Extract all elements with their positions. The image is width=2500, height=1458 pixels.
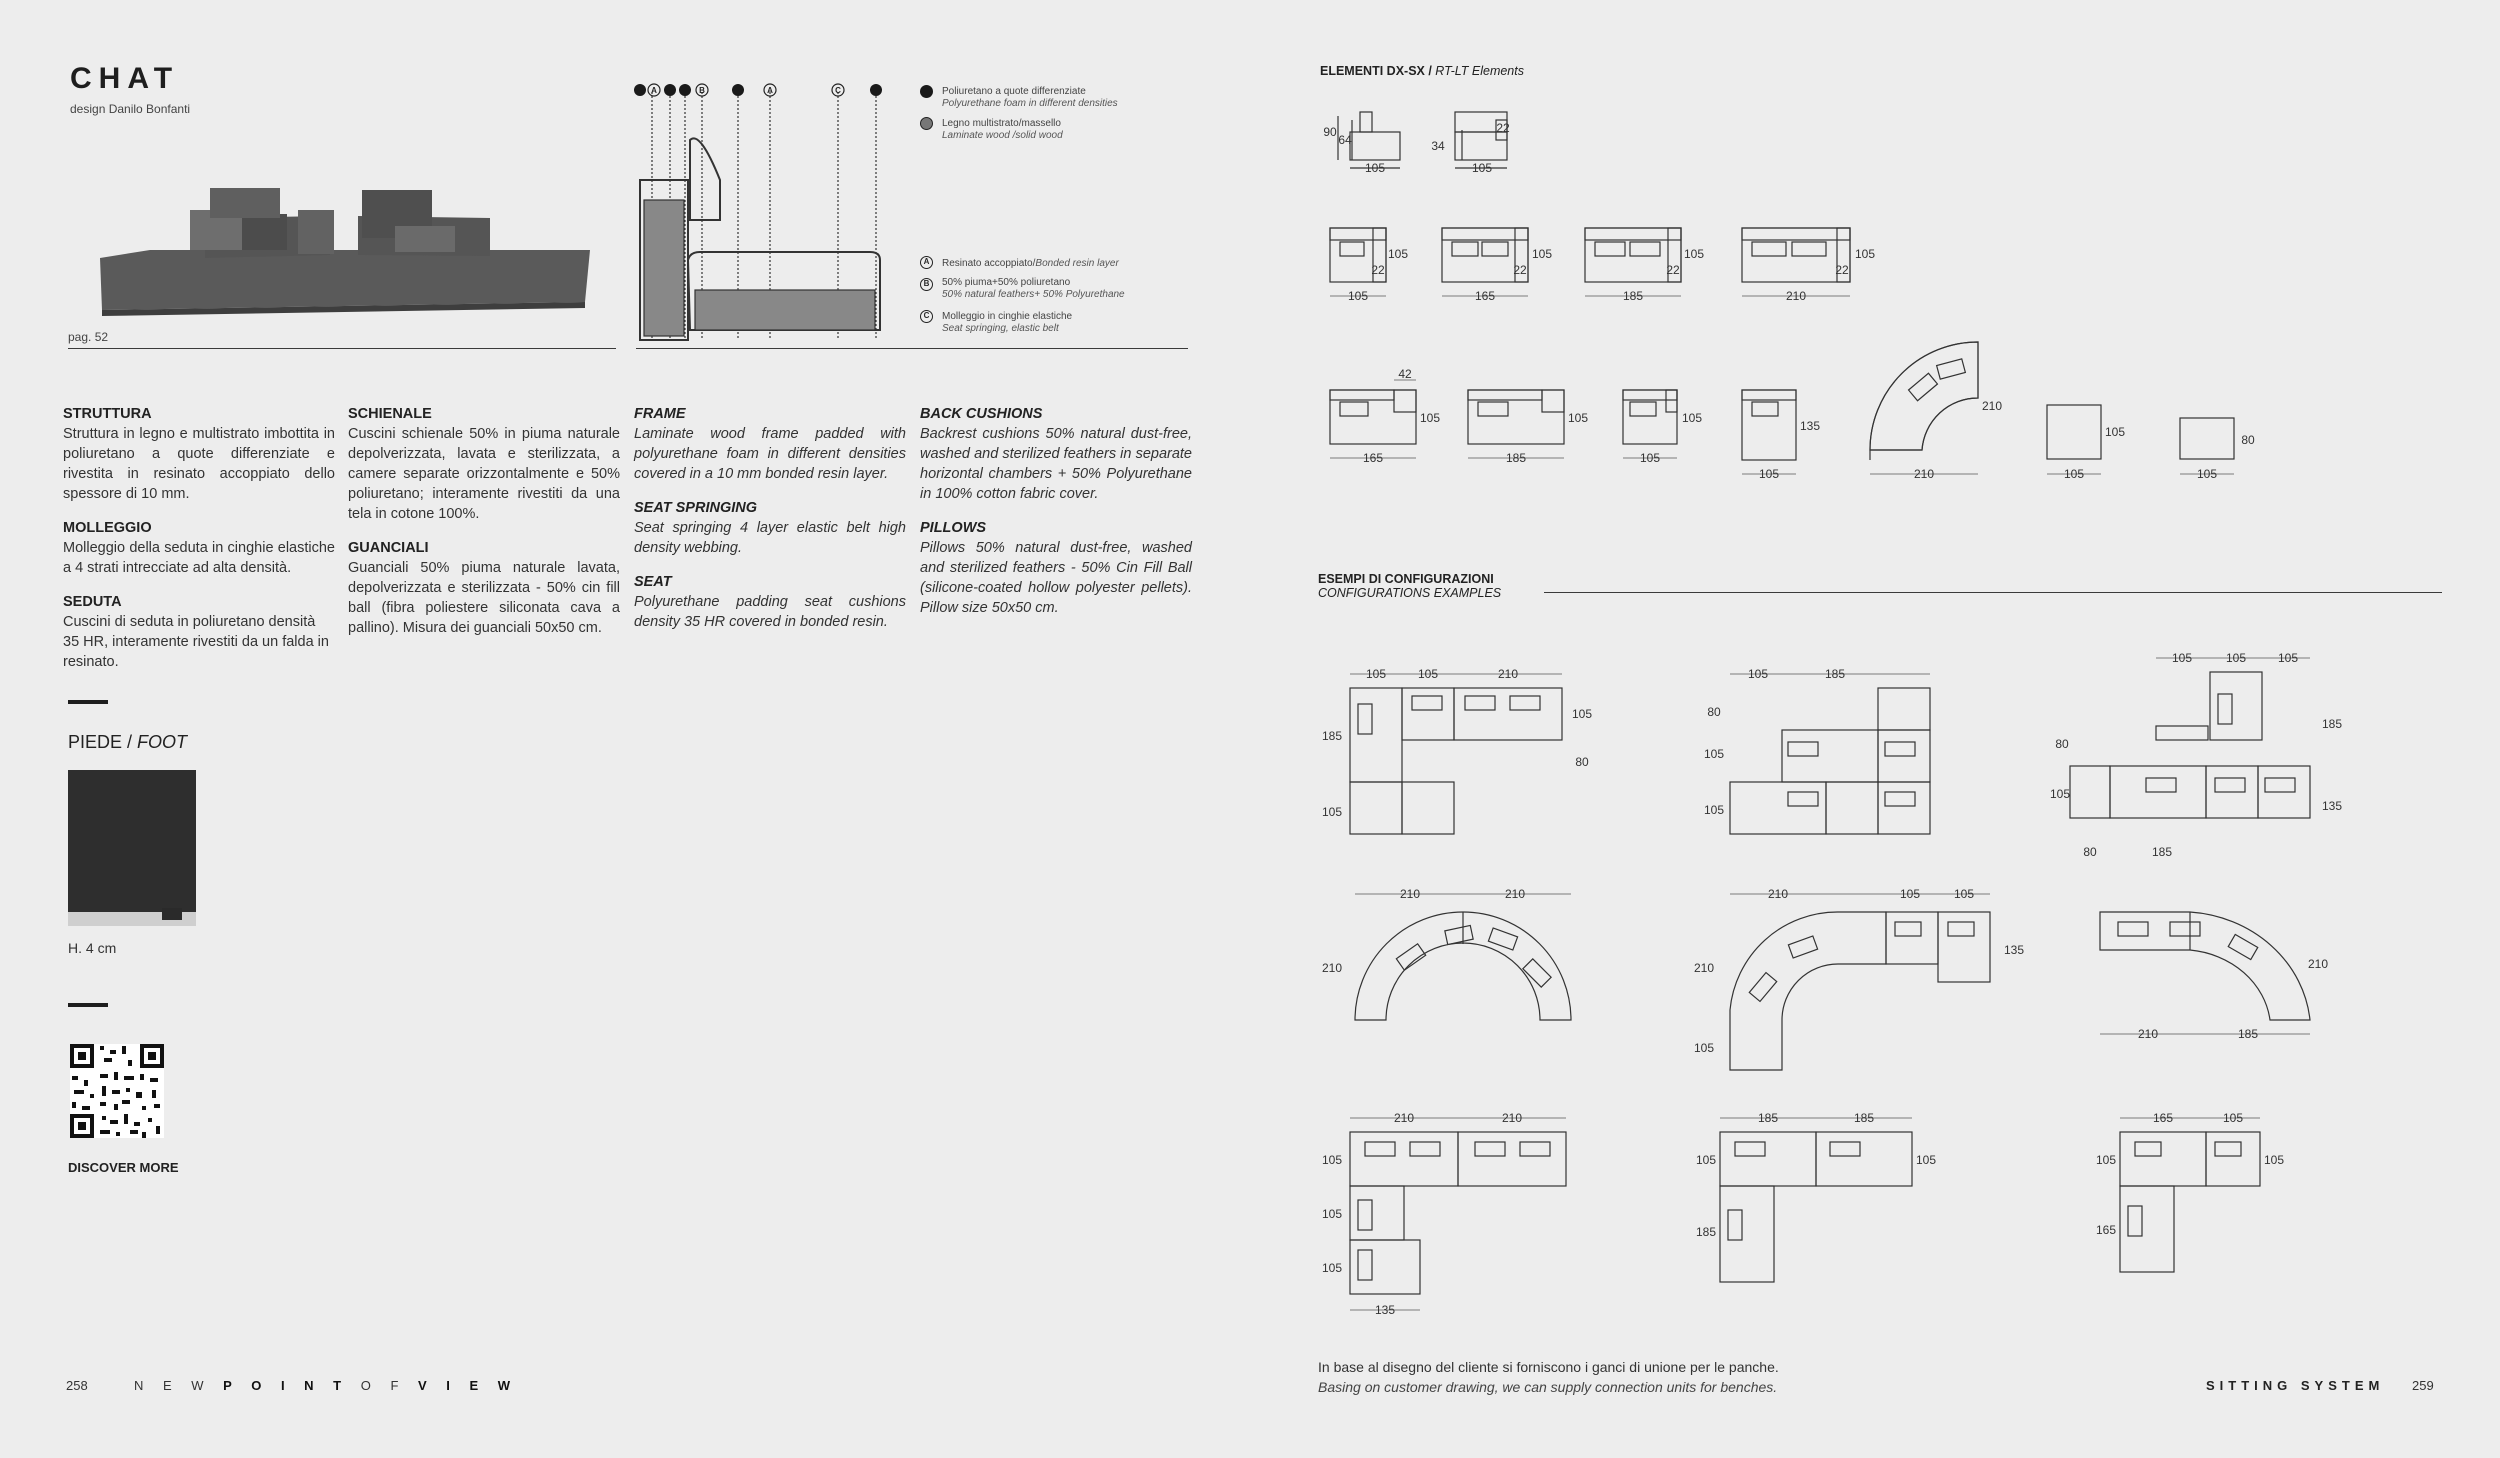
- dim-label: 90: [1323, 125, 1337, 139]
- foot-height: H. 4 cm: [68, 940, 117, 956]
- dim-label: 210: [1767, 887, 1789, 901]
- dim-label: 105: [2277, 651, 2299, 665]
- dim-label: 22: [1835, 263, 1849, 277]
- dim-label: 105: [1693, 1041, 1715, 1055]
- dim-label: 185: [1695, 1225, 1717, 1239]
- dim-label: 105: [1571, 707, 1593, 721]
- dim-label: 105: [2104, 425, 2126, 439]
- dim-label: 165: [2152, 1111, 2174, 1125]
- divider: [1544, 592, 2442, 593]
- dim-label: 210: [1497, 667, 1519, 681]
- legend-item: Resinato accoppiato/Bonded resin layer: [942, 258, 1119, 269]
- dim-label: 185: [1505, 451, 1527, 465]
- dim-label: 22: [1371, 263, 1385, 277]
- dim-label: 105: [2196, 467, 2218, 481]
- dim-label: 185: [1824, 667, 1846, 681]
- elements-drawings: [1310, 80, 2490, 500]
- dim-label: 22: [1496, 121, 1510, 135]
- dim-label: 210: [1399, 887, 1421, 901]
- dim-label: 210: [1501, 1111, 1523, 1125]
- dim-label: 165: [1474, 289, 1496, 303]
- dim-label: 210: [1504, 887, 1526, 901]
- dim-label: 105: [1321, 1207, 1343, 1221]
- dim-label: 105: [2095, 1153, 2117, 1167]
- dim-label: 210: [1981, 399, 2003, 413]
- dim-label: 165: [1362, 451, 1384, 465]
- dim-label: 105: [2063, 467, 2085, 481]
- dim-label: 34: [1431, 139, 1445, 153]
- dim-label: 135: [1374, 1303, 1396, 1317]
- dim-label: 185: [2321, 717, 2343, 731]
- dim-label: 80: [1707, 705, 1721, 719]
- dim-label: 210: [2137, 1027, 2159, 1041]
- section-mark: A: [767, 86, 773, 95]
- legend-swatch-foam: [920, 85, 933, 98]
- dim-label: 105: [1419, 411, 1441, 425]
- section-mark: C: [835, 86, 841, 95]
- legend-item: 50% piuma+50% poliuretano 50% natural feathers+ 50% Polyurethane: [942, 277, 1125, 300]
- sofa-photo: [90, 180, 600, 320]
- dim-label: 135: [2321, 799, 2343, 813]
- section-bar: [68, 1003, 108, 1007]
- page-number-left: 258: [66, 1378, 88, 1393]
- dim-label: 210: [1693, 961, 1715, 975]
- dim-label: 185: [2151, 845, 2173, 859]
- elements-title: ELEMENTI DX-SX / RT-LT Elements: [1320, 64, 1524, 78]
- dim-label: 105: [1321, 805, 1343, 819]
- foot-sample-image: [68, 770, 196, 926]
- dim-label: 105: [2049, 787, 2071, 801]
- specs-italian-col1: STRUTTURA Struttura in legno e multistrato imbottita in poliuretano a quote differenziate e rivestita in resinato accoppiato dello spessore di 10 mm. MOLLEGGIO Molleggio della seduta in cinghie elastiche a 4 strati intrecciate ad alta densità. SEDUTA Cuscini di seduta in poliuretano densità 35 HR, interamente rivestiti da un falda in resinato.: [63, 406, 335, 670]
- dim-label: 105: [2225, 651, 2247, 665]
- dim-label: 185: [1757, 1111, 1779, 1125]
- legend-letter: A: [920, 256, 933, 269]
- dim-label: 135: [1799, 419, 1821, 433]
- dim-label: 105: [1321, 1261, 1343, 1275]
- discover-more-link[interactable]: DISCOVER MORE: [68, 1160, 179, 1175]
- dim-label: 210: [2307, 957, 2329, 971]
- page-reference: pag. 52: [68, 330, 109, 344]
- dim-label: 80: [2083, 845, 2097, 859]
- dim-label: 105: [1695, 1153, 1717, 1167]
- dim-label: 105: [1321, 1153, 1343, 1167]
- dim-label: 105: [1471, 161, 1493, 175]
- dim-label: 185: [2237, 1027, 2259, 1041]
- dim-label: 105: [1681, 411, 1703, 425]
- dim-label: 185: [1622, 289, 1644, 303]
- divider: [636, 348, 1188, 349]
- specs-english-col2: BACK CUSHIONS Backrest cushions 50% natural dust-free, washed and sterilized feathers in separate horizontal chambers + 50% Polyurethane in 100% cotton fabric cover. PILLOWS Pillows 50% natural dust-free, washed and sterilized feathers - 50% Cin Fill Ball (silicone-coated hollow polyester pellets). Pillow size 50x50 cm.: [920, 406, 1192, 616]
- dim-label: 105: [1683, 247, 1705, 261]
- specs-italian-col2: SCHIENALE Cuscini schienale 50% in piuma naturale depolverizzata, lavata e sterilizzata, a camere separate orizzontalmente e 50% poliuretano; interamente rivestiti da una tela in cotone 100%. GUANCIALI Guanciali 50% piuma naturale lavata, depolverizzata e sterilizzata - 50% cin fill ball (fibra poliestere siliconata cava a pallino). Misura dei guanciali 50x50 cm.: [348, 406, 620, 636]
- cross-section-drawing: [630, 70, 900, 345]
- dim-label: 80: [2055, 737, 2069, 751]
- dim-label: 105: [1387, 247, 1409, 261]
- qr-code[interactable]: [70, 1044, 164, 1138]
- dim-label: 105: [1703, 747, 1725, 761]
- foot-title: PIEDE / FOOT: [68, 732, 188, 752]
- dim-label: 105: [1567, 411, 1589, 425]
- dim-label: 42: [1398, 367, 1412, 381]
- dim-label: 105: [1347, 289, 1369, 303]
- legend-letter: C: [920, 310, 933, 323]
- brand-footer: N E W P O I N T O F V I E W: [134, 1378, 519, 1393]
- specs-english-col1: FRAME Laminate wood frame padded with polyurethane foam in different densities covered in a 10 mm bonded resin layer. SEAT SPRINGING Seat springing 4 layer elastic belt high density webbing. SEAT Polyurethane padding seat cushions density 35 HR covered in bonded resin.: [634, 406, 906, 630]
- legend-letter: B: [920, 278, 933, 291]
- legend-swatch-wood: [920, 117, 933, 130]
- page-number-right: 259: [2412, 1378, 2434, 1393]
- dim-label: 105: [1531, 247, 1553, 261]
- dim-label: 105: [1915, 1153, 1937, 1167]
- dim-label: 105: [1364, 161, 1386, 175]
- dim-label: 210: [1913, 467, 1935, 481]
- section-mark: A: [651, 86, 657, 95]
- dim-label: 105: [2263, 1153, 2285, 1167]
- dim-label: 64: [1338, 133, 1352, 147]
- dim-label: 22: [1666, 263, 1680, 277]
- dim-label: 105: [2171, 651, 2193, 665]
- designer-credit: design Danilo Bonfanti: [70, 102, 191, 116]
- connection-note: In base al disegno del cliente si forniscono i ganci di unione per le panche. Basing on customer drawing, we can supply connection units for benches.: [1318, 1359, 1779, 1395]
- dim-label: 185: [1321, 729, 1343, 743]
- dim-label: 105: [2222, 1111, 2244, 1125]
- dim-label: 80: [2241, 433, 2255, 447]
- dim-label: 22: [1513, 263, 1527, 277]
- dim-label: 105: [1365, 667, 1387, 681]
- dim-label: 135: [2003, 943, 2025, 957]
- divider: [68, 348, 616, 349]
- legend-item: Poliuretano a quote differenziate Polyurethane foam in different densities: [942, 86, 1118, 109]
- brand-logo: CHAT: [70, 62, 180, 95]
- configuration-drawings: [1310, 650, 2490, 1330]
- dim-label: 210: [1321, 961, 1343, 975]
- dim-label: 105: [1639, 451, 1661, 465]
- dim-label: 105: [1417, 667, 1439, 681]
- section-bar: [68, 700, 108, 704]
- dim-label: 105: [1953, 887, 1975, 901]
- section-footer: SITTING SYSTEM: [2206, 1378, 2385, 1393]
- legend-item: Legno multistrato/massello Laminate wood /solid wood: [942, 118, 1063, 141]
- configurations-title: ESEMPI DI CONFIGURAZIONI CONFIGURATIONS EXAMPLES: [1318, 572, 1502, 600]
- dim-label: 185: [1853, 1111, 1875, 1125]
- dim-label: 165: [2095, 1223, 2117, 1237]
- dim-label: 105: [1899, 887, 1921, 901]
- dim-label: 105: [1854, 247, 1876, 261]
- dim-label: 105: [1703, 803, 1725, 817]
- dim-label: 210: [1393, 1111, 1415, 1125]
- dim-label: 80: [1575, 755, 1589, 769]
- dim-label: 105: [1758, 467, 1780, 481]
- dim-label: 210: [1785, 289, 1807, 303]
- dim-label: 105: [1747, 667, 1769, 681]
- legend-item: Molleggio in cinghie elastiche Seat springing, elastic belt: [942, 311, 1073, 334]
- section-mark: B: [699, 86, 705, 95]
